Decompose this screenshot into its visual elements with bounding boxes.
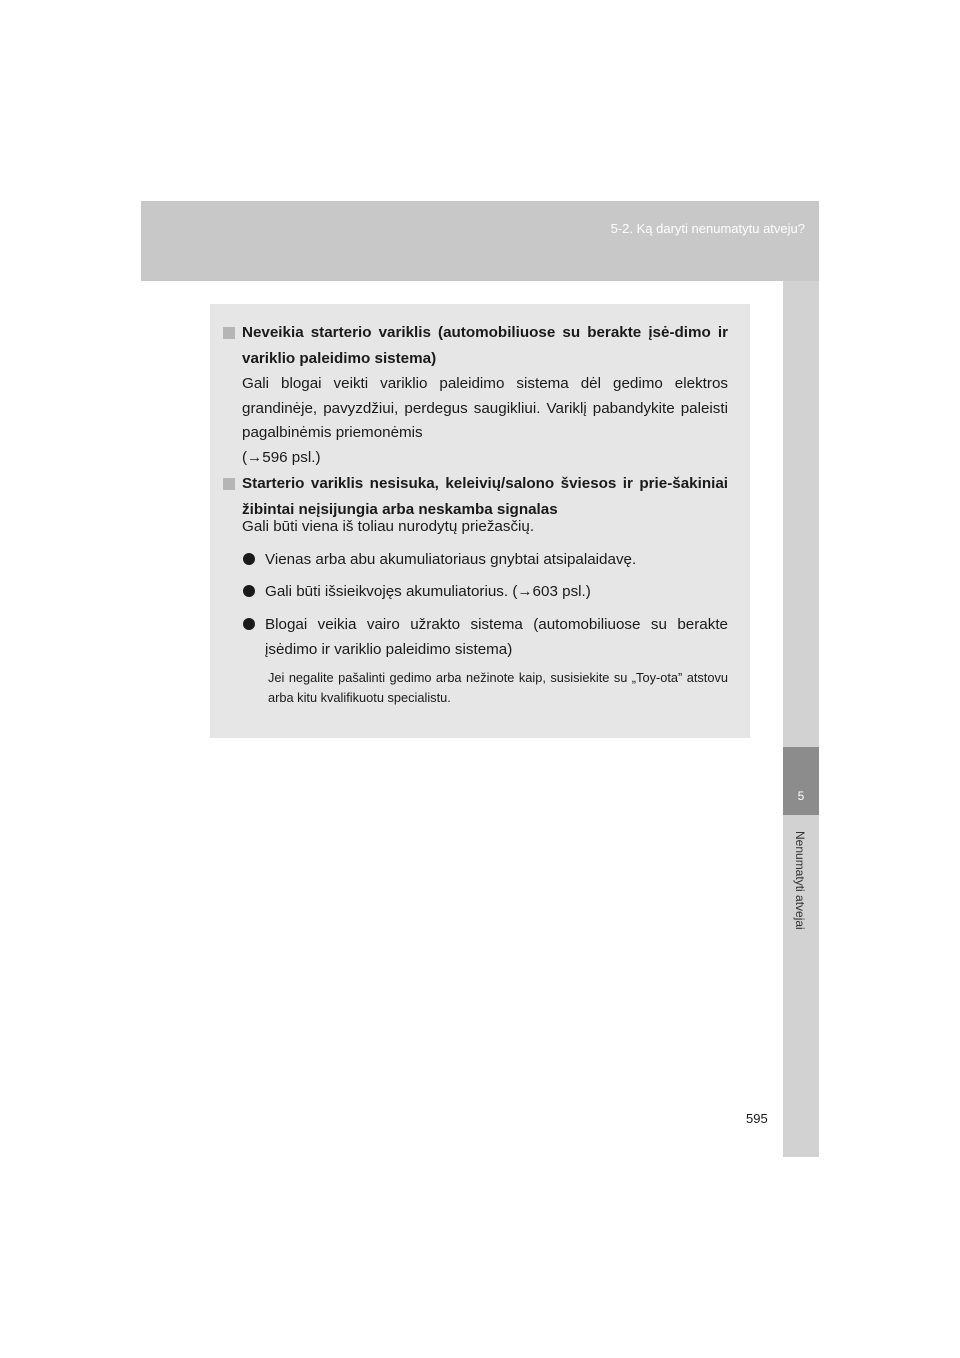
list-item-text: Gali būti išsieikvojęs akumuliatorius. (→603 psl.)	[265, 583, 591, 600]
list-item	[265, 579, 728, 604]
section-header-title: 5-2. Ką daryti nenumatytu atveju?	[610, 221, 805, 236]
square-bullet-icon	[223, 478, 235, 490]
section-1-body: Gali blogai veikti variklio paleidimo sistema dėl gedimo elektros grandinėje, pavyzdžiui, perdegus saugikliui. Variklį pabandykite paleisti pagalbinėmis priemonėmis	[242, 375, 728, 441]
header-band	[141, 201, 819, 281]
list-item	[265, 612, 728, 662]
list-item-text: Blogai veikia vairo užrakto sistema (automobiliuose su berakte įsėdimo ir variklio paleidimo sistema)	[265, 616, 728, 658]
chapter-label: Nenumatyti atvejai	[793, 831, 807, 930]
section-1-heading	[242, 320, 728, 372]
list-item	[265, 547, 728, 572]
section-1-reference: (→596 psl.)	[242, 449, 321, 466]
section-2-title: Starterio variklis nesisuka, keleivių/salono šviesos ir prie-šakiniai žibintai neįsijungia arba neskamba signalas	[242, 475, 728, 518]
round-bullet-icon	[243, 618, 255, 630]
round-bullet-icon	[243, 553, 255, 565]
section-1-title: Neveikia starterio variklis (automobiliuose su berakte įsė-dimo ir variklio paleidimo sistema)	[242, 324, 728, 367]
chapter-number-box	[783, 747, 819, 815]
section-2-intro: Gali būti viena iš toliau nurodytų priežasčių.	[242, 518, 535, 535]
round-bullet-icon	[243, 585, 255, 597]
page-number: 595	[746, 1111, 768, 1126]
square-bullet-icon	[223, 327, 235, 339]
list-item-text: Vienas arba abu akumuliatoriaus gnybtai atsipalaidavę.	[265, 551, 637, 568]
service-note: Jei negalite pašalinti gedimo arba nežinote kaip, susisiekite su „Toy-ota” atstovu arba kitu kvalifikuotu specialistu.	[268, 670, 728, 705]
chapter-number: 5	[797, 789, 805, 803]
info-panel	[210, 304, 750, 738]
chapter-side-tab	[783, 281, 819, 1157]
